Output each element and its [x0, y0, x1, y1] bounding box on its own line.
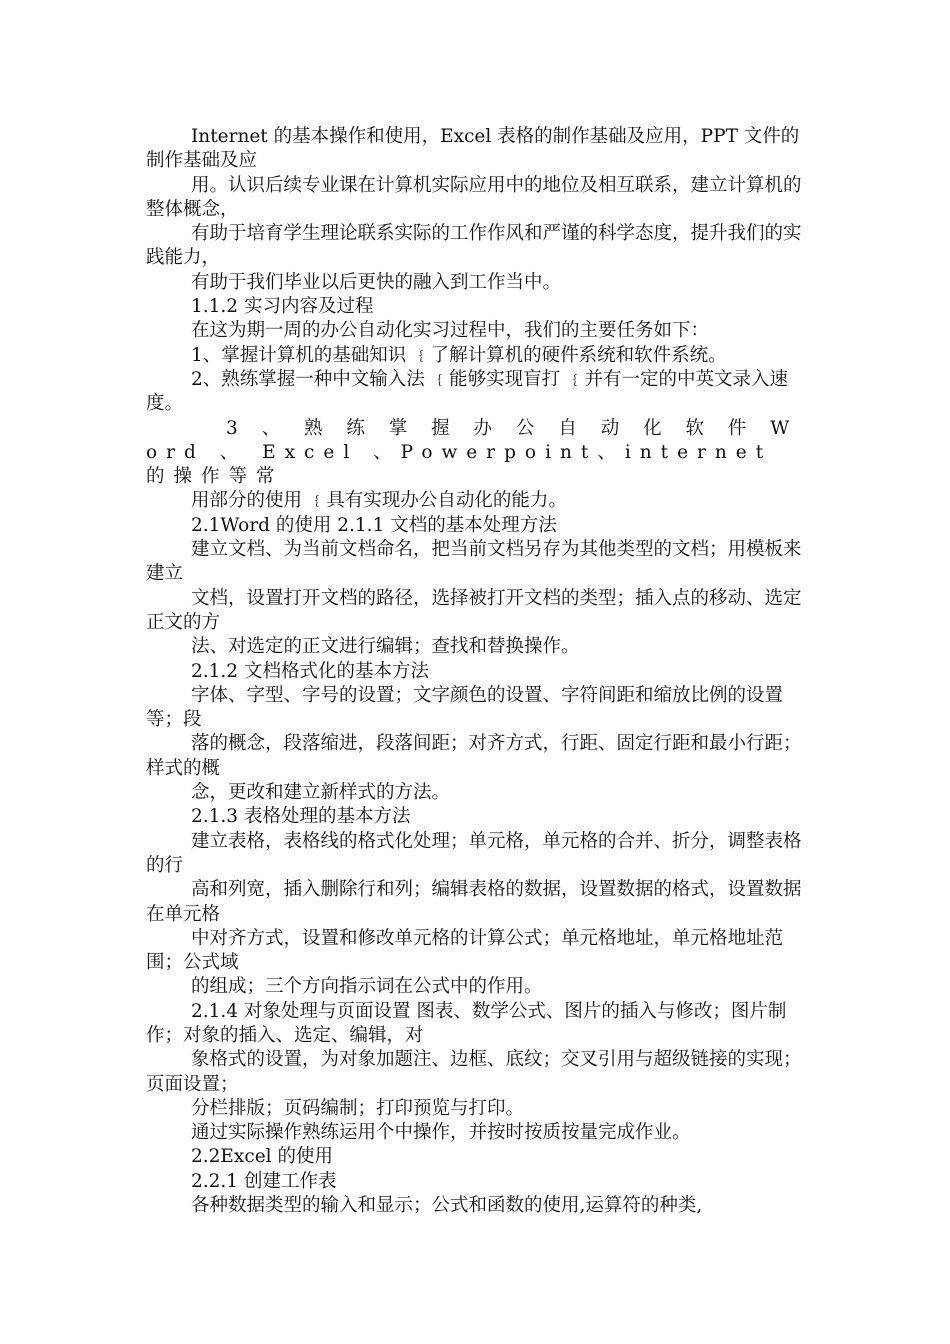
task-item-1: 1、掌握计算机的基础知识 ﹛了解计算机的硬件系统和软件系统。 — [191, 344, 727, 366]
paragraph-table-create: 建立表格，表格线的格式化处理；单元格，单元格的合并、折分，调整表格的行 — [146, 830, 802, 876]
paragraph-computer-concept: 用。认识后续专业课在计算机实际应用中的地位及相互联系，建立计算机的整体概念， — [146, 174, 802, 220]
paragraph-document-edit: 法、对选定的正文进行编辑；查找和替换操作。 — [191, 636, 580, 658]
heading-1-1-2: 1.1.2 实习内容及过程 — [191, 296, 374, 318]
paragraph-print-settings: 分栏排版；页码编制；打印预览与打印。 — [191, 1097, 525, 1119]
paragraph-document-create: 建立文档、为当前文档命名，把当前文档另存为其他类型的文档；用模板来建立 — [146, 539, 802, 585]
paragraph-object-format: 象格式的设置，为对象加题注、边框、底纹；交叉引用与超级链接的实现；页面设置； — [146, 1049, 802, 1095]
document-body — [146, 125, 811, 1218]
heading-2-1-3: 2.1.3 表格处理的基本方法 — [191, 806, 411, 828]
paragraph-table-formulas: 中对齐方式，设置和修改单元格的计算公式；单元格地址，单元格地址范围；公式域 — [146, 927, 784, 974]
heading-2-1-2: 2.1.2 文档格式化的基本方法 — [191, 660, 429, 682]
paragraph-data-types: 各种数据类型的输入和显示；公式和函数的使用,运算符的种类, — [191, 1195, 703, 1217]
paragraph-formula-fields: 的组成；三个方向指示词在公式中的作用。 — [191, 976, 543, 998]
paragraph-internet-excel-ppt: Internet 的基本操作和使用，Excel 表格的制作基础及应用，PPT 文件的制作基础及应 — [146, 126, 800, 172]
paragraph-practice-ability: 有助于培育学生理论联系实际的工作作风和严谨的科学态度，提升我们的实践能力， — [146, 223, 802, 269]
heading-2-2-1: 2.2.1 创建工作表 — [191, 1170, 337, 1192]
paragraph-font-settings: 字体、字型、字号的设置；文字颜色的设置、字符间距和缩放比例的设置等；段 — [146, 684, 784, 731]
heading-2-2-excel: 2.2Excel 的使用 — [191, 1146, 333, 1168]
paragraph-after-graduation: 有助于我们毕业以后更快的融入到工作当中。 — [191, 271, 562, 293]
paragraph-style-settings: 念，更改和建立新样式的方法。 — [191, 782, 451, 804]
paragraph-main-tasks: 在这为期一周的办公自动化实习过程中，我们的主要任务如下： — [191, 320, 710, 342]
task-item-3-continued: 用部分的使用 ﹛具有实现办公自动化的能力。 — [191, 490, 567, 512]
heading-2-1-word: 2.1Word 的使用 2.1.1 文档的基本处理方法 — [191, 514, 557, 536]
paragraph-document-open: 文档，设置打开文档的路径，选择被打开文档的类型；插入点的移动、选定正文的方 — [146, 587, 802, 633]
task-item-3: 3 、 熟 练 掌 握 办 公 自 动 化 软 件 Word 、 Excel 、Powerpoint、internet 的操作等常 — [146, 417, 799, 488]
paragraph-paragraph-settings: 落的概念，段落缩进，段落间距；对齐方式，行距、固定行距和最小行距；样式的概 — [146, 733, 802, 779]
paragraph-table-rows: 高和列宽，插入删除行和列；编辑表格的数据，设置数据的格式，设置数据在单元格 — [146, 879, 802, 925]
paragraph-practice-summary: 通过实际操作熟练运用个中操作，并按时按质按量完成作业。 — [191, 1122, 691, 1144]
heading-2-1-4: 2.1.4 对象处理与页面设置 图表、数学公式、图片的插入与修改；图片制作；对象的插入、选定、编辑，对 — [146, 1000, 787, 1046]
task-item-2: 2、熟练掌握一种中文输入法 ﹛能够实现盲打 ﹛并有一定的中英文录入速度。 — [146, 368, 789, 415]
